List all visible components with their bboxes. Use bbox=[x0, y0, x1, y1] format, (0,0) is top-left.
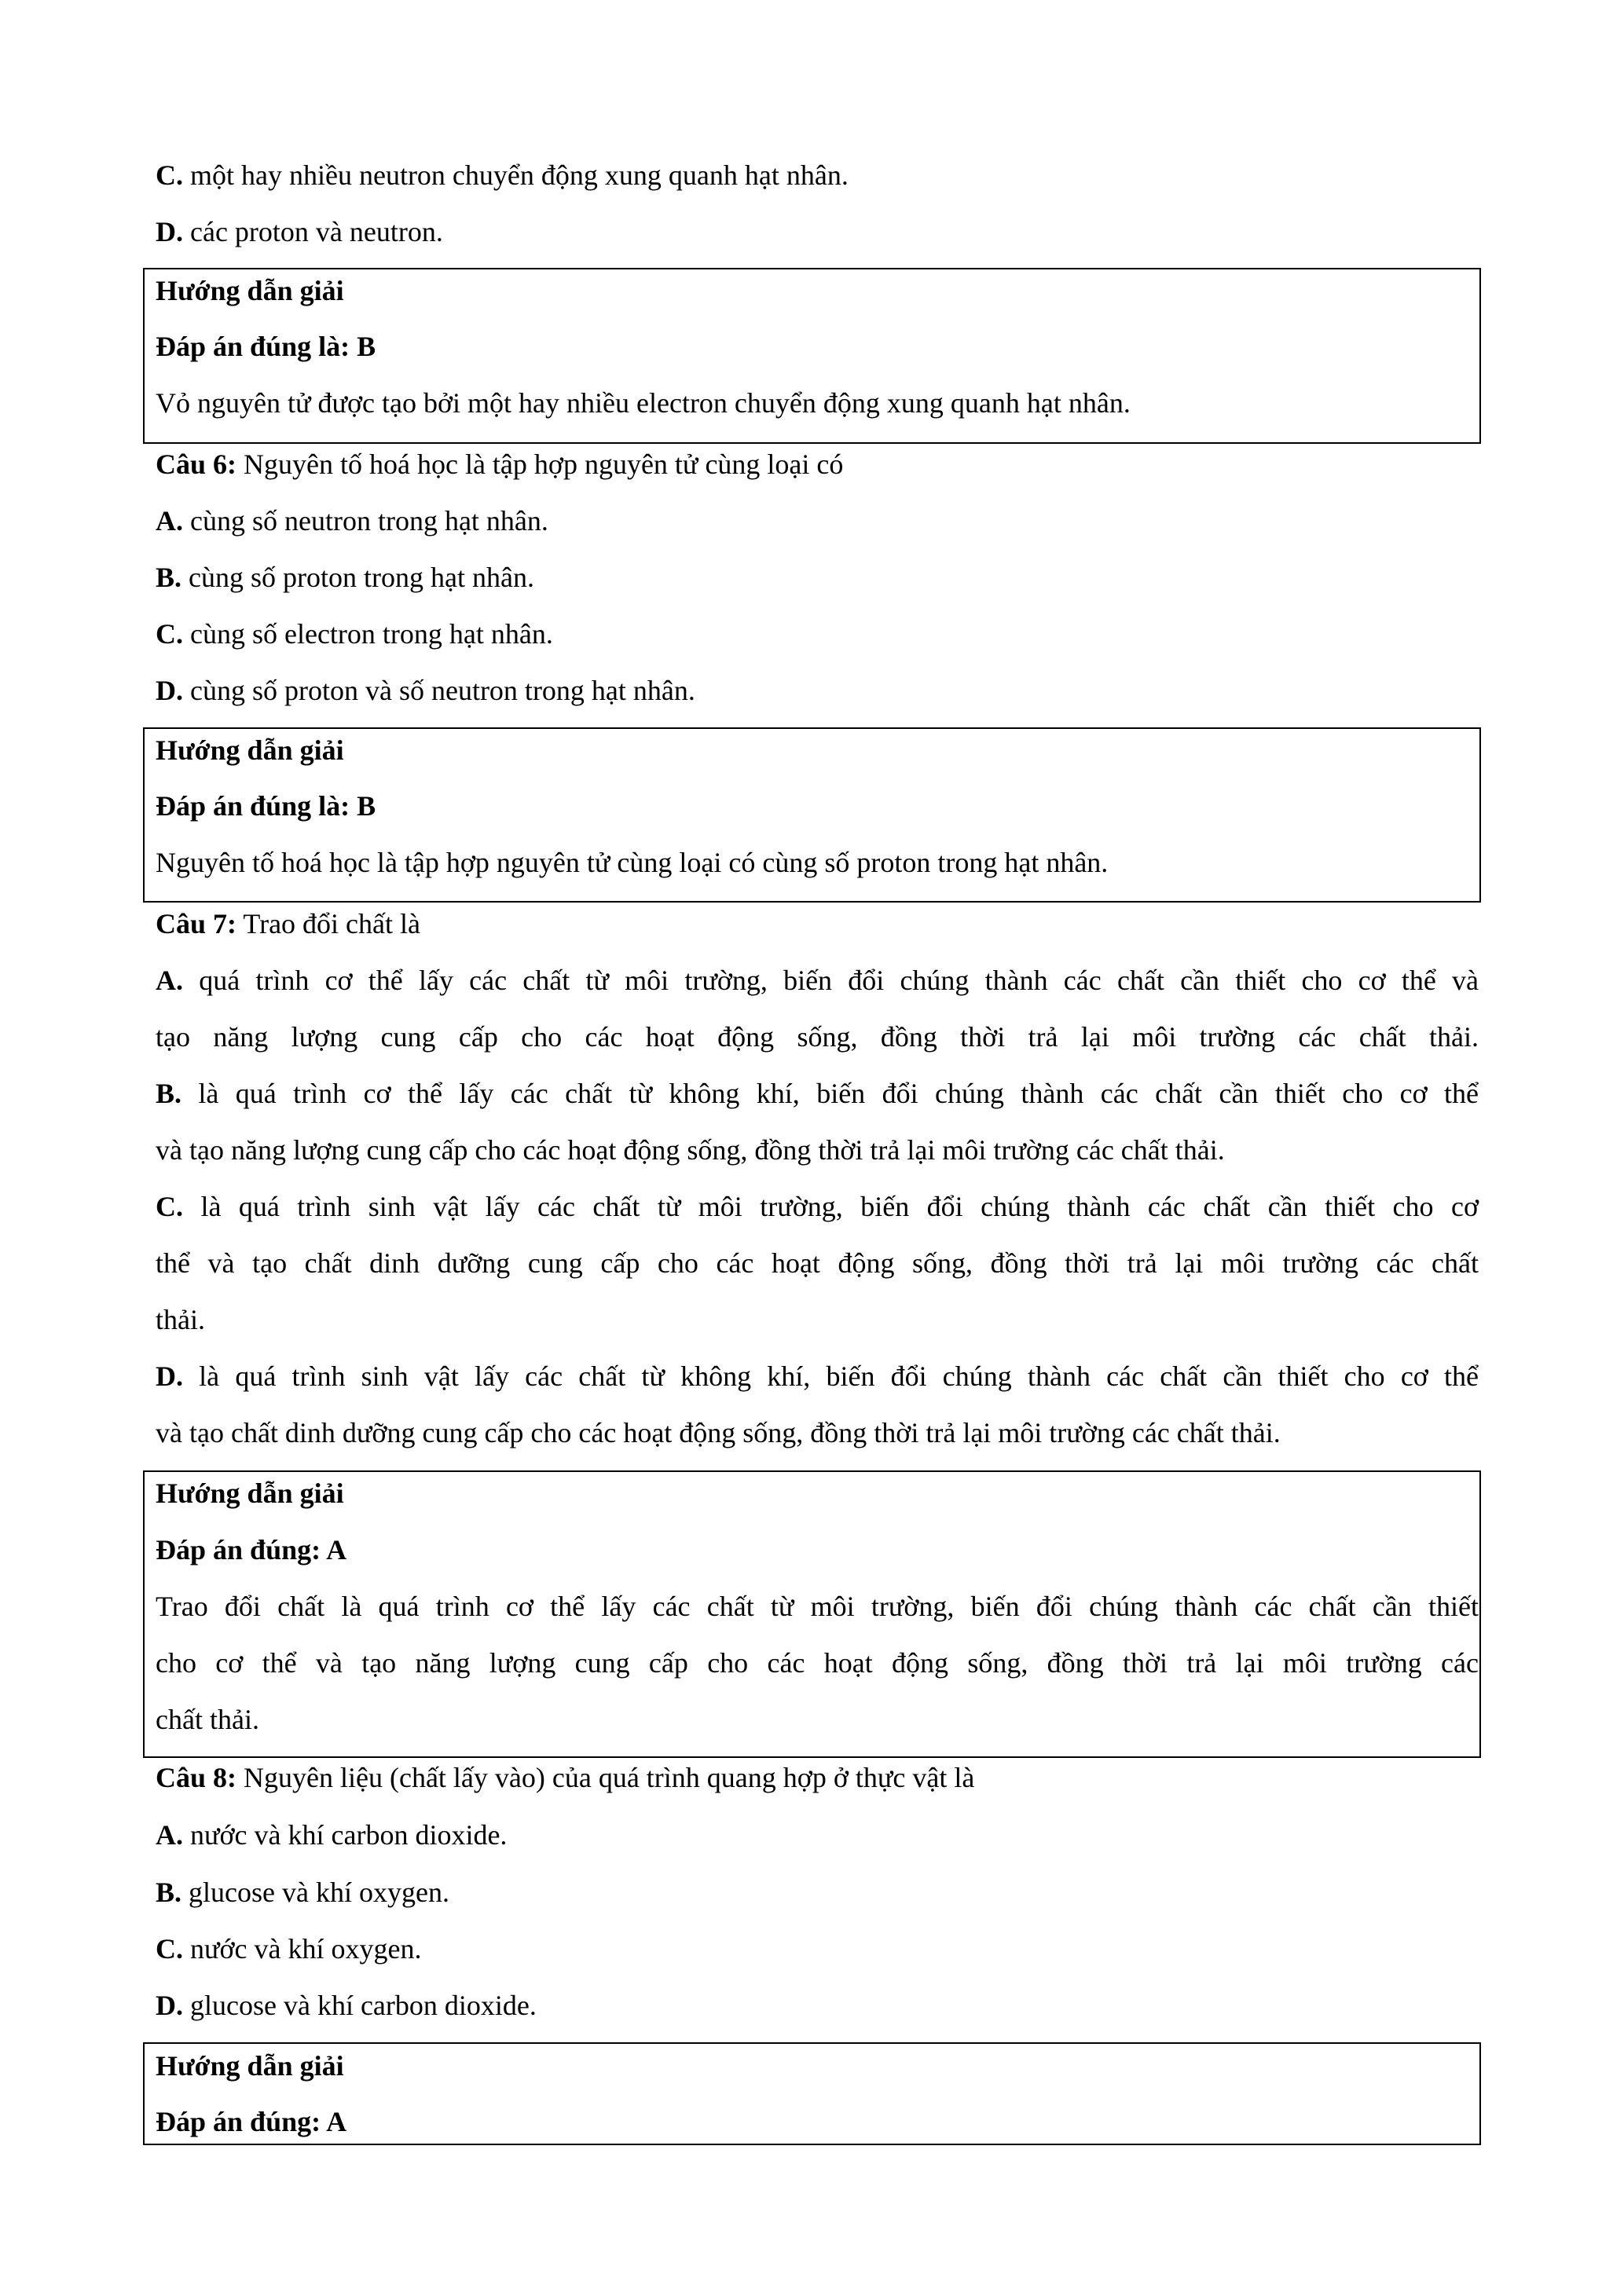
q8-option-c: C. nước và khí oxygen. bbox=[156, 1933, 422, 1965]
q7-option-d: D. là quá trình sinh vật lấy các chất từ không khí, biến đổi chúng thành các chất cần thiết cho cơ thể bbox=[156, 1360, 1479, 1392]
q7-option-b: B. là quá trình cơ thể lấy các chất từ không khí, biến đổi chúng thành các chất cần thiết cho cơ thể bbox=[156, 1078, 1479, 1109]
solution-heading: Hướng dẫn giải bbox=[156, 734, 344, 766]
q7-question: Câu 7: Trao đổi chất là bbox=[156, 908, 420, 939]
option-label: D. bbox=[156, 216, 183, 247]
q7-option-c-cont: thể và tạo chất dinh dưỡng cung cấp cho các hoạt động sống, đồng thời trả lại môi trường các chất bbox=[156, 1247, 1479, 1279]
solution-answer: Đáp án đúng là: B bbox=[156, 331, 376, 362]
solution-explanation-cont2: chất thải. bbox=[156, 1704, 259, 1735]
q8-option-d: D. glucose và khí carbon dioxide. bbox=[156, 1990, 537, 2021]
q6-option-b: B. cùng số proton trong hạt nhân. bbox=[156, 562, 534, 593]
solution-explanation-cont: cho cơ thể và tạo năng lượng cung cấp cho các hoạt động sống, đồng thời trả lại môi trường các bbox=[156, 1647, 1479, 1679]
q6-question: Câu 6: Nguyên tố hoá học là tập hợp nguyên tử cùng loại có bbox=[156, 449, 844, 480]
q6-option-d: D. cùng số proton và số neutron trong hạt nhân. bbox=[156, 675, 695, 706]
q7-option-c: C. là quá trình sinh vật lấy các chất từ môi trường, biến đổi chúng thành các chất cần thiết cho cơ bbox=[156, 1191, 1479, 1222]
q6-option-c: C. cùng số electron trong hạt nhân. bbox=[156, 618, 553, 650]
solution-explanation: Nguyên tố hoá học là tập hợp nguyên tử cùng loại có cùng số proton trong hạt nhân. bbox=[156, 847, 1109, 878]
q7-option-b-cont: và tạo năng lượng cung cấp cho các hoạt động sống, đồng thời trả lại môi trường các chất thải. bbox=[156, 1134, 1225, 1166]
q8-option-a: A. nước và khí carbon dioxide. bbox=[156, 1819, 508, 1851]
q7-option-a-cont: tạo năng lượng cung cấp cho các hoạt động sống, đồng thời trả lại môi trường các chất thải. bbox=[156, 1021, 1479, 1053]
question-number: Câu 6: bbox=[156, 449, 237, 480]
solution-heading: Hướng dẫn giải bbox=[156, 2050, 344, 2082]
option-label: C. bbox=[156, 159, 183, 191]
solution-answer: Đáp án đúng: A bbox=[156, 2106, 347, 2137]
solution-answer: Đáp án đúng là: B bbox=[156, 790, 376, 822]
solution-explanation: Trao đổi chất là quá trình cơ thể lấy các chất từ môi trường, biến đổi chúng thành các chất cần thiết bbox=[156, 1591, 1479, 1622]
solution-heading: Hướng dẫn giải bbox=[156, 1478, 344, 1509]
question-number: Câu 7: bbox=[156, 908, 237, 939]
q5-option-c: C. một hay nhiều neutron chuyển động xung quanh hạt nhân. bbox=[156, 159, 849, 191]
q6-option-a: A. cùng số neutron trong hạt nhân. bbox=[156, 505, 548, 536]
q7-option-d-cont: và tạo chất dinh dưỡng cung cấp cho các hoạt động sống, đồng thời trả lại môi trường các chất thải. bbox=[156, 1417, 1281, 1448]
q5-option-d: D. các proton và neutron. bbox=[156, 216, 443, 247]
q7-option-c-cont2: thải. bbox=[156, 1304, 205, 1335]
solution-explanation: Vỏ nguyên tử được tạo bởi một hay nhiều electron chuyển động xung quanh hạt nhân. bbox=[156, 387, 1131, 419]
question-number: Câu 8: bbox=[156, 1762, 237, 1793]
q8-question: Câu 8: Nguyên liệu (chất lấy vào) của quá trình quang hợp ở thực vật là bbox=[156, 1762, 975, 1793]
q7-option-a: A. quá trình cơ thể lấy các chất từ môi trường, biến đổi chúng thành các chất cần thiết cho cơ thể và bbox=[156, 965, 1479, 996]
q8-option-b: B. glucose và khí oxygen. bbox=[156, 1877, 449, 1908]
solution-answer: Đáp án đúng: A bbox=[156, 1534, 347, 1565]
solution-heading: Hướng dẫn giải bbox=[156, 275, 344, 306]
